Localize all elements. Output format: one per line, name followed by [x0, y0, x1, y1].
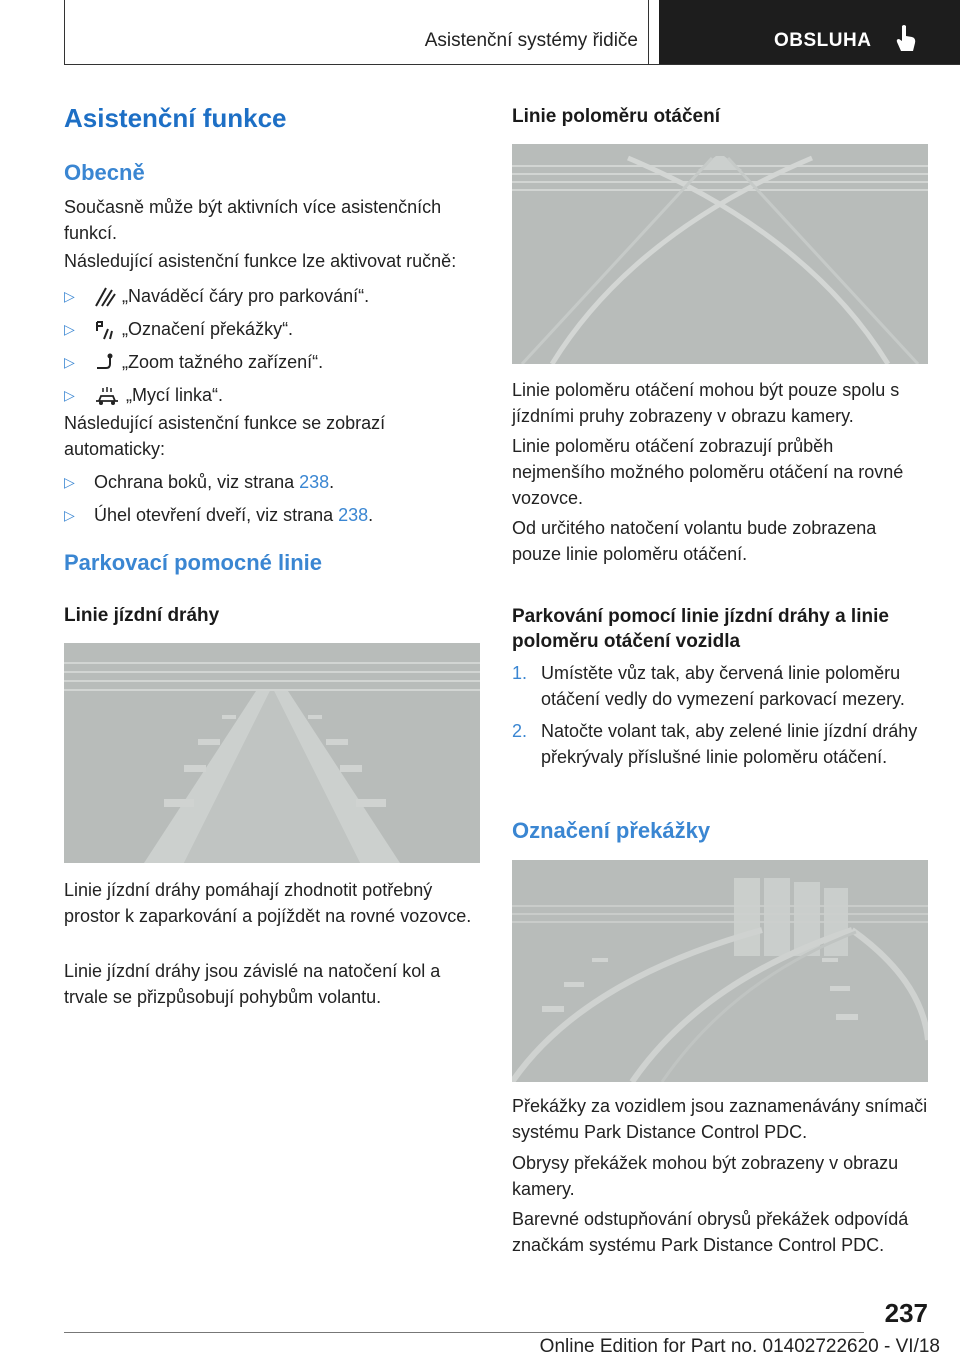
- header-tab: [659, 0, 960, 64]
- header-section-title: Asistenční systémy řidiče: [424, 30, 638, 51]
- header-divider: [648, 0, 649, 65]
- tow-hitch-zoom-icon: [94, 352, 116, 374]
- list-item-text: „Mycí linka“.: [126, 385, 224, 405]
- obstacle-heading: Označení překážky: [512, 818, 711, 843]
- paragraph: Od určitého natočení volantu bude zobrazena pouze linie poloměru otáčení.: [512, 518, 877, 564]
- punctuation: .: [329, 472, 335, 492]
- step-text: Natočte volant tak, aby zelené linie jízdní dráhy překrývaly příslušné linie poloměru otáčení.: [541, 721, 918, 767]
- parking-lines-heading: Parkovací pomocné linie: [64, 550, 322, 575]
- punctuation: .: [368, 505, 374, 525]
- step-number: 2.: [512, 721, 528, 741]
- paragraph: Linie poloměru otáčení zobrazují průběh nejmenšího možného poloměru otáčení na rovné vozovce.: [512, 436, 904, 508]
- section-title: Asistenční funkce: [64, 103, 287, 133]
- list-item-text: Úhel otevření dveří, viz strana: [94, 505, 339, 525]
- parking-guide-lines-icon: [94, 286, 116, 308]
- header-rule: [64, 64, 960, 65]
- lane-lines-heading: Linie jízdní dráhy: [64, 605, 220, 626]
- lane-lines-figure: [64, 643, 480, 863]
- footer-edition: Online Edition for Part no. 01402722620 - VI/18: [539, 1336, 940, 1357]
- paragraph: Barevné odstupňování obrysů překážek odpovídá značkám systému Park Distance Control PDC.: [512, 1209, 909, 1255]
- paragraph: Linie jízdní dráhy pomáhají zhodnotit potřebný prostor k zaparkování a pojíždět na rovné vozovce.: [64, 880, 472, 926]
- paragraph: Následující asistenční funkce se zobrazí automaticky:: [64, 413, 386, 459]
- radius-lines-heading: Linie poloměru otáčení: [512, 106, 720, 127]
- paragraph: Současně může být aktivních více asistenčních funkcí.: [64, 197, 442, 243]
- turning-radius-figure: [512, 144, 928, 364]
- bullet-triangle-icon: ▷: [64, 321, 75, 337]
- paragraph: Linie jízdní dráhy jsou závislé na natočení kol a trvale se přizpůsobují pohybům volantu.: [64, 961, 441, 1007]
- bullet-triangle-icon: ▷: [64, 354, 75, 370]
- step-number: 1.: [512, 663, 528, 683]
- header-left-rule: [64, 0, 65, 65]
- general-heading: Obecně: [64, 160, 145, 185]
- page-link[interactable]: 238: [338, 505, 369, 525]
- numbered-step: [512, 718, 928, 796]
- list-item-text: „Označení překážky“.: [122, 319, 294, 339]
- paragraph: Následující asistenční funkce lze aktivovat ručně:: [64, 251, 457, 271]
- paragraph: Obrysy překážek mohou být zobrazeny v obrazu kamery.: [512, 1153, 899, 1199]
- obstacle-marking-figure: [512, 860, 928, 1082]
- header-tab-label: OBSLUHA: [774, 30, 872, 51]
- list-item-text: Ochrana boků, viz strana: [94, 472, 300, 492]
- footer-rule: [64, 1332, 864, 1333]
- step-text: Umístěte vůz tak, aby červená linie poloměru otáčení vedly do vymezení parkovací mezery.: [541, 663, 905, 709]
- car-wash-icon: [94, 385, 120, 407]
- bullet-triangle-icon: ▷: [64, 474, 75, 490]
- page-number: 237: [884, 1298, 928, 1328]
- page-link[interactable]: 238: [299, 472, 330, 492]
- paragraph: Linie poloměru otáčení mohou být pouze spolu s jízdními pruhy zobrazeny v obrazu kamery.: [512, 380, 900, 426]
- bullet-triangle-icon: ▷: [64, 507, 75, 523]
- numbered-step: [512, 660, 928, 712]
- hand-pointer-icon: [895, 24, 917, 52]
- bullet-triangle-icon: ▷: [64, 288, 75, 304]
- list-item-text: „Naváděcí čáry pro parkování“.: [122, 286, 370, 306]
- obstacle-marking-icon: [94, 319, 116, 341]
- bullet-triangle-icon: ▷: [64, 387, 75, 403]
- paragraph: Překážky za vozidlem jsou zaznamenávány snímači systému Park Distance Control PDC.: [512, 1096, 928, 1142]
- list-item-text: „Zoom tažného zařízení“.: [122, 352, 324, 372]
- parking-using-lines-heading: Parkování pomocí linie jízdní dráhy a linie poloměru otáčení vozidla: [512, 606, 889, 652]
